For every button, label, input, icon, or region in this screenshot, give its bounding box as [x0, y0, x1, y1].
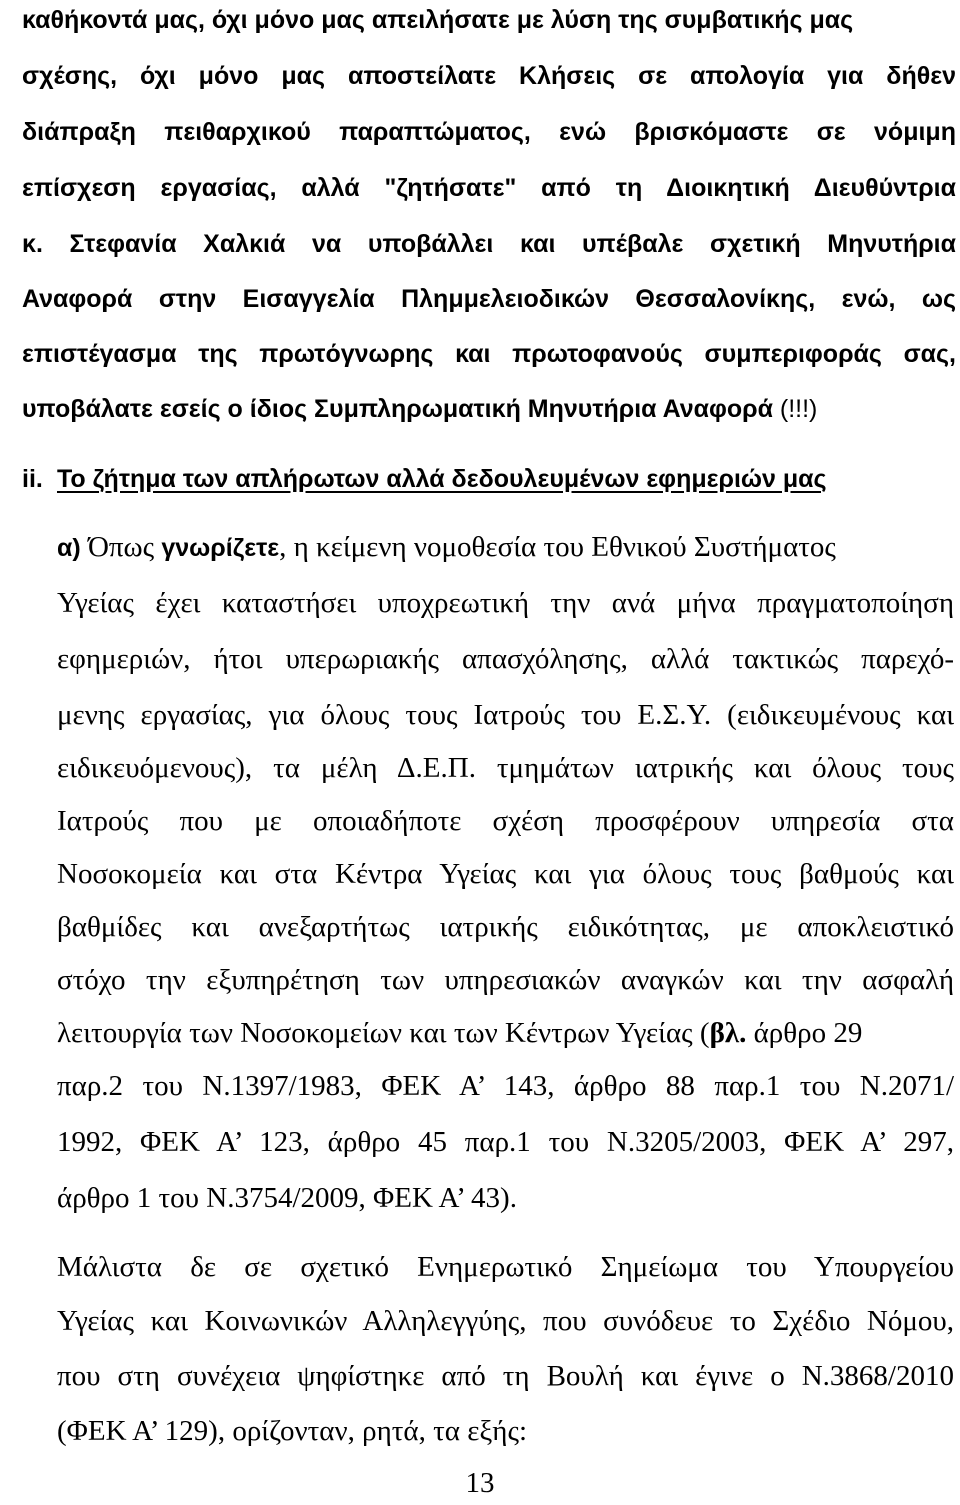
text-line: υποβάλατε εσείς ο ίδιος Συμπληρωματική Μηνυτήρια Αναφορά (!!!) — [22, 395, 818, 423]
paragraph-line: (ΦΕΚ Α’ 129), ορίζονταν, ρητά, τα εξής: — [57, 1415, 528, 1447]
text-line: επιστέγασμα της πρωτόγνωρης και πρωτοφανούς συμπεριφοράς σας, — [22, 340, 956, 368]
section-heading — [22, 450, 956, 506]
paragraph-line: άρθρο 1 του Ν.3754/2009, ΦΕΚ Α’ 43). — [57, 1182, 517, 1214]
page-number: 13 — [465, 1467, 495, 1499]
paragraph-line: α) Όπως γνωρίζετε, η κείμενη νομοθεσία του Εθνικού Συστήματος — [57, 531, 836, 563]
paragraph-line: Υγείας έχει καταστήσει υποχρεωτική την ανά μήνα πραγματοποίηση — [57, 587, 954, 619]
paragraph-line: Ιατρούς που με οποιαδήποτε σχέση προσφέρουν υπηρεσία στα — [57, 805, 954, 837]
paragraph-line: παρ.2 του Ν.1397/1983, ΦΕΚ Α’ 143, άρθρο 88 παρ.1 του Ν.2071/ — [57, 1070, 954, 1102]
item-label: α) — [57, 534, 81, 562]
section-title: Το ζήτημα των απλήρωτων αλλά δεδουλευμένων εφημεριών μας — [57, 465, 827, 493]
section-number: ii. — [22, 465, 43, 493]
text-line: σχέσης, όχι μόνο μας αποστείλατε Κλήσεις σε απολογία για δήθεν — [22, 62, 956, 90]
paragraph-line: βαθμίδες και ανεξαρτήτως ιατρικής ειδικότητας, με αποκλειστικό — [57, 911, 954, 943]
paragraph-line: στόχο την εξυπηρέτηση των υπηρεσιακών αναγκών και την ασφαλή — [57, 964, 954, 996]
text-line: επίσχεση εργασίας, αλλά "ζητήσατε" από τη Διοικητική Διευθύντρια — [22, 174, 956, 202]
text-line: κ. Στεφανία Χαλκιά να υποβάλλει και υπέβαλε σχετική Μηνυτήρια — [22, 230, 956, 258]
paragraph-line: μενης εργασίας, για όλους τους Ιατρούς του Ε.Σ.Υ. (ειδικευμένους και — [57, 699, 954, 731]
text-line: διάπραξη πειθαρχικού παραπτώματος, ενώ βρισκόμαστε σε νόμιμη — [22, 118, 956, 146]
text-line: καθήκοντά μας, όχι μόνο μας απειλήσατε με λύση της συμβατικής μας — [22, 6, 854, 34]
paragraph-line: εφημεριών, ήτοι υπερωριακής απασχόλησης, αλλά τακτικώς παρεχό- — [57, 643, 954, 675]
paragraph-line: που στη συνέχεια ψηφίστηκε από τη Βουλή και έγινε ο Ν.3868/2010 — [57, 1360, 954, 1392]
text-line: Αναφορά στην Εισαγγελία Πλημμελειοδικών Θεσσαλονίκης, ενώ, ως — [22, 285, 956, 313]
paragraph-line: ειδικευόμενους), τα μέλη Δ.Ε.Π. τμημάτων ιατρικής και όλους τους — [57, 752, 954, 784]
paragraph-line: λειτουργία των Νοσοκομείων και των Κέντρων Υγείας (βλ. άρθρο 29 — [57, 1017, 863, 1049]
paragraph-line: Μάλιστα δε σε σχετικό Ενημερωτικό Σημείωμα του Υπουργείου — [57, 1251, 954, 1283]
paragraph-line: Υγείας και Κοινωνικών Αλληλεγγύης, που συνόδευε το Σχέδιο Νόμου, — [57, 1305, 954, 1337]
paragraph-line: Νοσοκομεία και στα Κέντρα Υγείας και για όλους τους βαθμούς και — [57, 858, 954, 890]
paragraph-line: 1992, ΦΕΚ Α’ 123, άρθρο 45 παρ.1 του Ν.3205/2003, ΦΕΚ Α’ 297, — [57, 1126, 954, 1158]
